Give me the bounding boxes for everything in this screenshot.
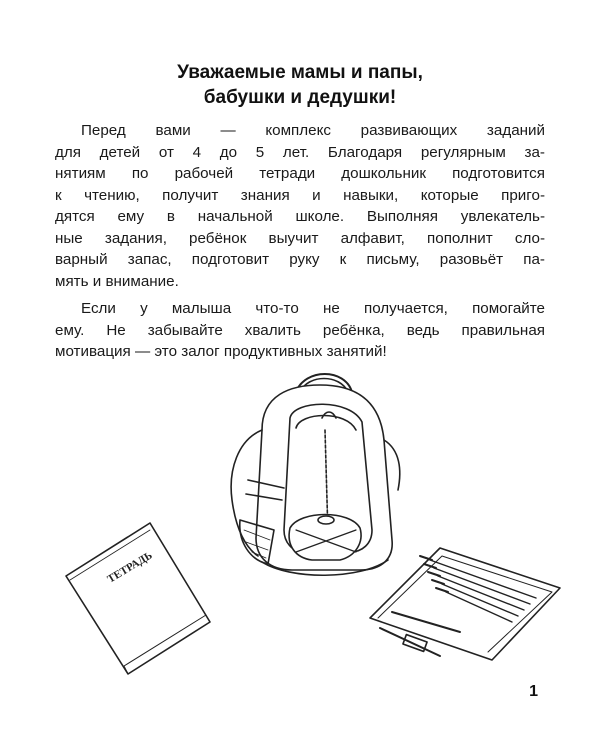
- text-line: мотивация — это залог продуктивных занятий!: [55, 343, 387, 360]
- text-line: дятся ему в начальной школе. Выполняя увлекатель-: [55, 208, 545, 225]
- text-line: к чтению, получит знания и навыки, которые приго-: [55, 186, 545, 204]
- text-line: ему. Не забывайте хвалить ребёнка, ведь правильная: [55, 321, 545, 339]
- notebook-label: ТЕТРАДЬ: [105, 549, 155, 586]
- text-line: для детей от 4 до 5 лет. Благодаря регулярным за-: [55, 143, 545, 161]
- paragraph-2: [55, 298, 545, 363]
- page-number: 1: [529, 683, 538, 700]
- text-line: варный запас, подготовит руку к письму, разовьёт па-: [55, 251, 545, 268]
- text-line: Перед вами — комплекс развивающих заданий: [81, 122, 545, 139]
- notebook-icon: [66, 523, 210, 674]
- title-line-2: бабушки и дедушки!: [203, 87, 397, 108]
- title-line-1: Уважаемые мамы и папы,: [177, 62, 423, 83]
- intro-text: [55, 120, 545, 363]
- page-title: [60, 60, 540, 110]
- text-line: мять и внимание.: [55, 272, 179, 290]
- text-line: нятиям по рабочей тетради дошкольник подготовится: [55, 165, 545, 182]
- text-line: Если у малыша что-то не получается, помогайте: [81, 300, 545, 317]
- pencil-case-icon: [370, 548, 560, 660]
- backpack-icon: [231, 374, 400, 575]
- paragraph-1: [55, 120, 545, 292]
- school-supplies-illustration: [0, 370, 600, 690]
- text-line: ные задания, ребёнок выучит алфавит, пополнит сло-: [55, 229, 545, 247]
